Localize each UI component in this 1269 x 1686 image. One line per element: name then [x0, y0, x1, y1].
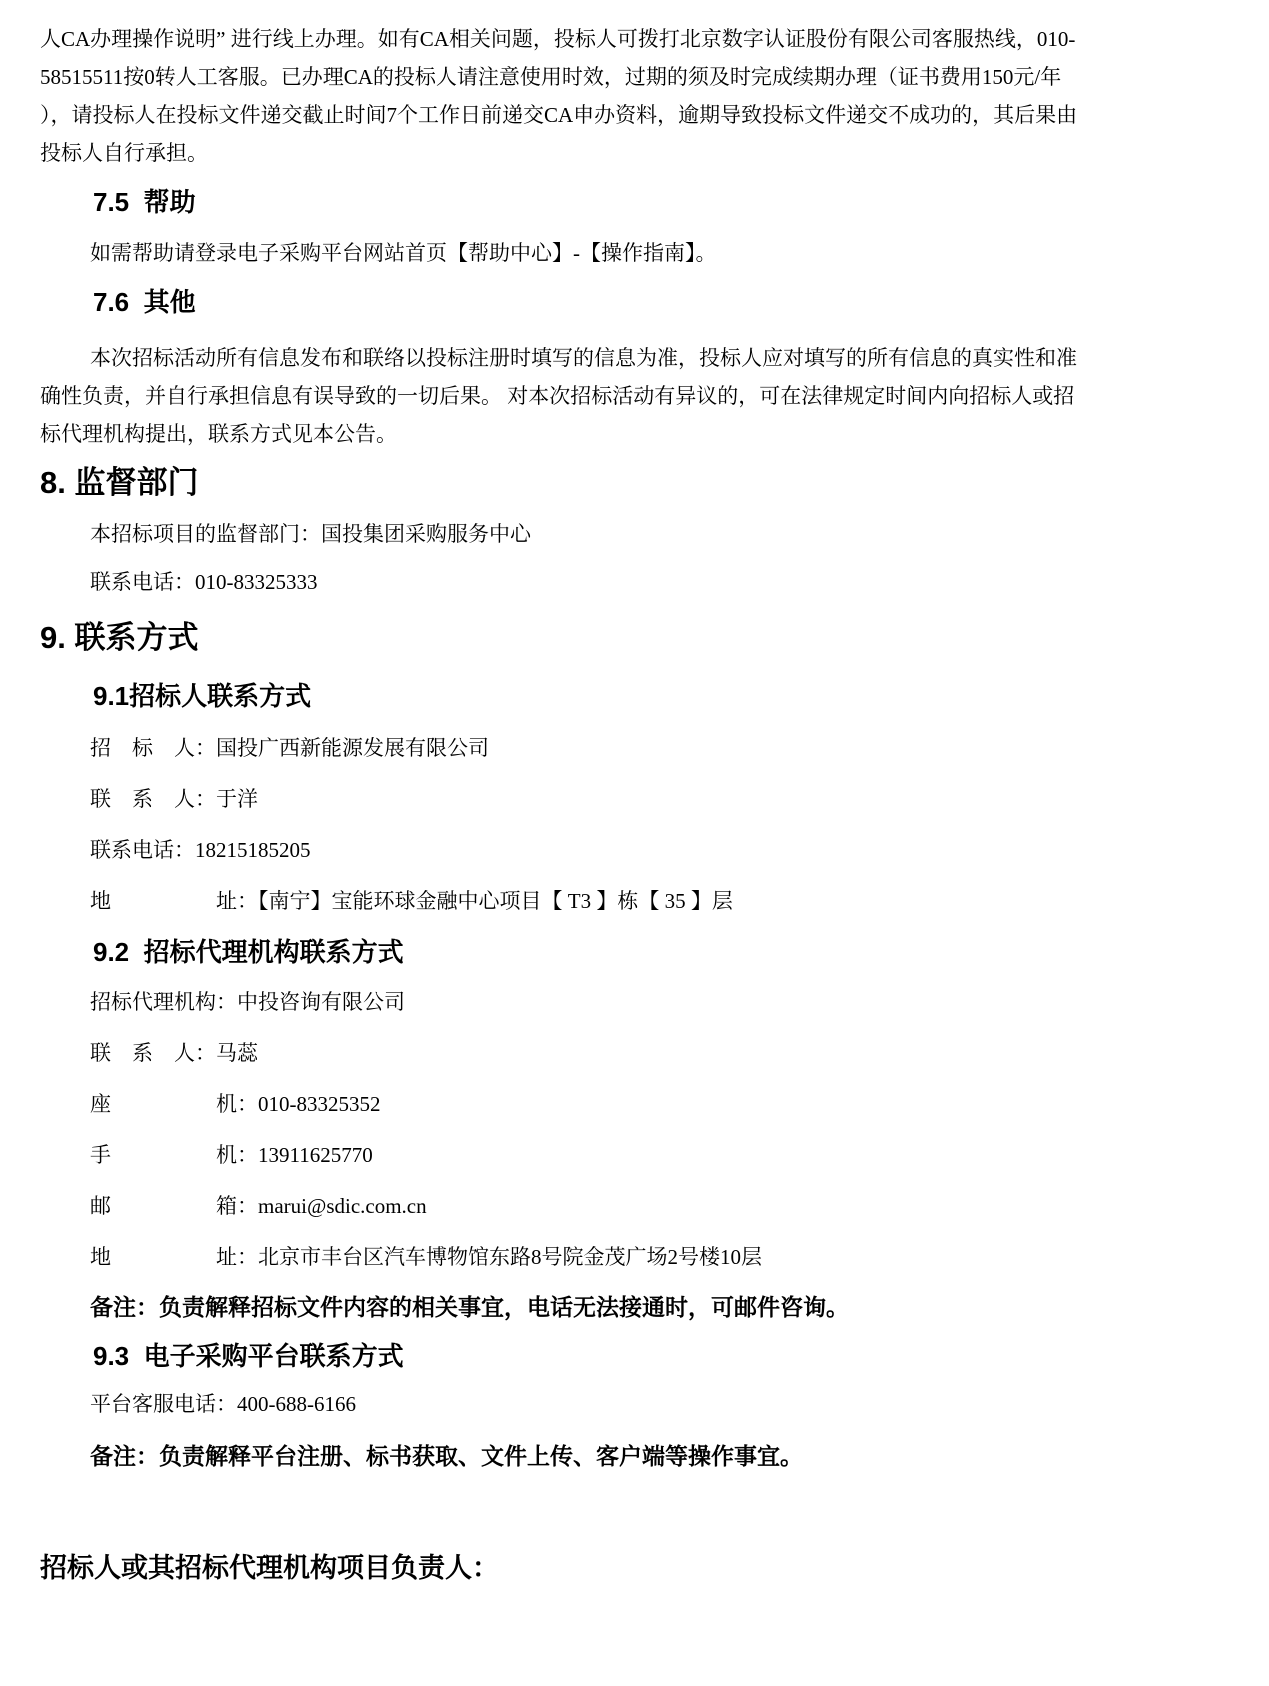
section-7-6-heading: 7.6 其他 [93, 287, 196, 317]
section-9-2-heading: 9.2 招标代理机构联系方式 [93, 937, 404, 967]
contact-label: 地 址： [90, 889, 258, 913]
agency-email-row [90, 1192, 1230, 1221]
intro-paragraph [40, 20, 1230, 172]
footer-lead: 招标人或其招标代理机构项目负责人： [40, 1553, 499, 1583]
contact-label: 座 机： [90, 1092, 258, 1116]
contact-value: 010-83325352 [258, 1092, 381, 1116]
contact-label: 招标代理机构： [90, 990, 237, 1014]
contact-label: 联 系 人： [90, 1041, 216, 1065]
contact-label: 平台客服电话： [90, 1392, 237, 1416]
contact-value: 【南宁】宝能环球金融中心项目【 T3 】栋【 35 】层 [258, 889, 733, 913]
contact-value: 马蕊 [216, 1041, 258, 1065]
contact-value: 于洋 [216, 787, 258, 811]
intro-line: 58515511按0转人工客服。已办理CA的投标人请注意使用时效，过期的须及时完成续期办理（证书费用150元/年 [40, 65, 1062, 89]
contact-label: 地 址： [90, 1245, 258, 1269]
tenderer-contact-row [90, 785, 1230, 814]
contact-value: 18215185205 [195, 838, 311, 862]
contact-value: 400-688-6166 [237, 1392, 356, 1416]
contact-value: 国投广西新能源发展有限公司 [216, 736, 489, 760]
tenderer-address-row [90, 887, 1230, 916]
platform-note: 备注：负责解释平台注册、标书获取、文件上传、客户端等操作事宜。 [90, 1443, 803, 1469]
contact-value: marui@sdic.com.cn [258, 1194, 427, 1218]
contact-value: 13911625770 [258, 1143, 373, 1167]
agency-contact-row [90, 1039, 1230, 1068]
contact-value: 中投咨询有限公司 [237, 990, 405, 1014]
supervision-dept-line: 本招标项目的监督部门：国投集团采购服务中心 [90, 522, 531, 546]
intro-line: 人CA办理操作说明” 进行线上办理。如有CA相关问题，投标人可拨打北京数字认证股份有限公司客服热线，010- [40, 27, 1076, 51]
section-9-3-heading: 9.3 电子采购平台联系方式 [93, 1341, 404, 1371]
contact-label: 联 系 人： [90, 787, 216, 811]
other-line: 标代理机构提出，联系方式见本公告。 [40, 422, 397, 446]
supervision-phone-row [90, 568, 1230, 597]
platform-phone-row [90, 1390, 1230, 1419]
agency-address-row [90, 1243, 1230, 1272]
tenderer-name-row [90, 734, 1230, 763]
contact-label: 联系电话： [90, 838, 195, 862]
agency-landline-row [90, 1090, 1230, 1119]
other-paragraph [40, 339, 1230, 453]
section-9-1-heading: 9.1招标人联系方式 [93, 681, 312, 711]
contact-value: 北京市丰台区汽车博物馆东路8号院金茂广场2号楼10层 [258, 1245, 762, 1269]
contact-label: 联系电话： [90, 570, 195, 594]
section-8-heading: 8. 监督部门 [40, 465, 199, 500]
agency-mobile-row [90, 1141, 1230, 1170]
section-7-5-heading: 7.5 帮助 [93, 187, 196, 217]
agency-name-row [90, 988, 1230, 1017]
other-line: 本次招标活动所有信息发布和联络以投标注册时填写的信息为准，投标人应对填写的所有信息的真实性和准 [90, 346, 1077, 370]
help-text: 如需帮助请登录电子采购平台网站首页【帮助中心】-【操作指南】。 [90, 241, 717, 265]
intro-line: 投标人自行承担。 [40, 141, 208, 165]
contact-label: 手 机： [90, 1143, 258, 1167]
contact-value: 010-83325333 [195, 570, 318, 594]
section-9-heading: 9. 联系方式 [40, 620, 199, 655]
tenderer-phone-row [90, 836, 1230, 865]
agency-note: 备注：负责解释招标文件内容的相关事宜，电话无法接通时，可邮件咨询。 [90, 1294, 849, 1320]
contact-label: 邮 箱： [90, 1194, 258, 1218]
other-line: 确性负责，并自行承担信息有误导致的一切后果。 对本次招标活动有异议的，可在法律规定时间内向招标人或招 [40, 384, 1075, 408]
contact-label: 招 标 人： [90, 736, 216, 760]
intro-line: ），请投标人在投标文件递交截止时间7个工作日前递交CA申办资料，逾期导致投标文件递交不成功的，其后果由 [40, 103, 1078, 127]
